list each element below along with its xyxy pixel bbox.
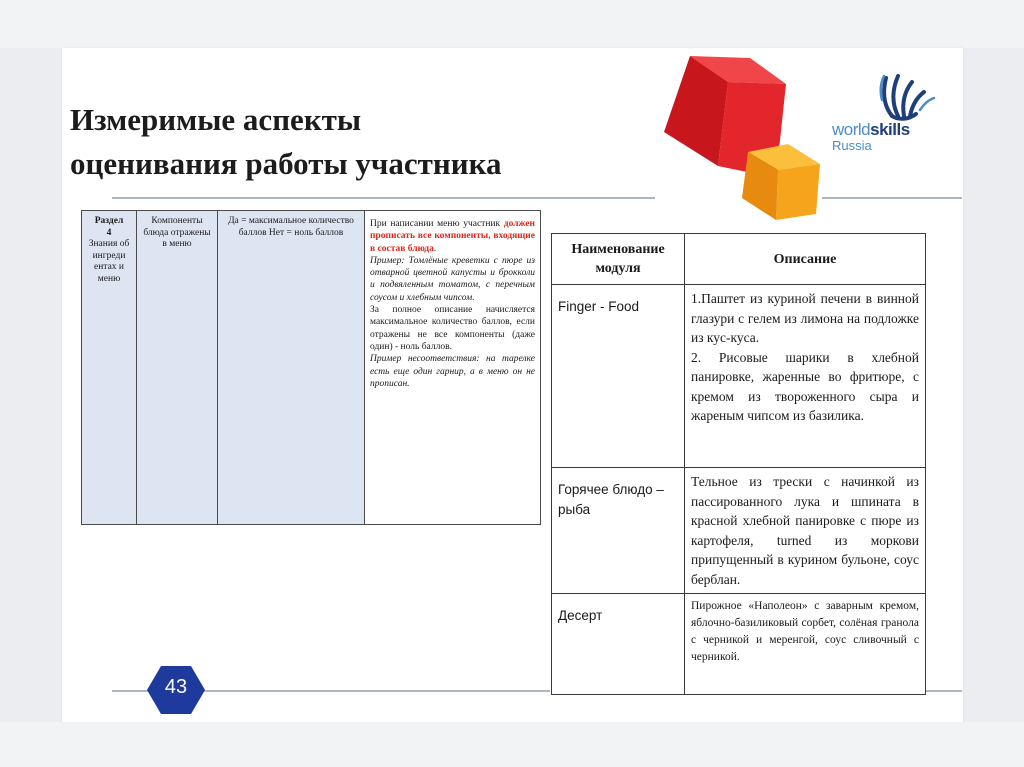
criteria-intro-highlight: должен прописать все компоненты, входящие в состав блюда (370, 219, 535, 254)
title-divider (112, 197, 655, 199)
criteria-section-text: Знания об ингреди ентах и меню (88, 239, 130, 284)
criteria-intro-end: . (433, 243, 437, 254)
top-frame (0, 0, 1024, 48)
logo-hand-icon (832, 70, 942, 122)
slide-title (70, 98, 502, 186)
module-name: Десерт (552, 594, 685, 695)
logo-skills-text: skills (870, 120, 910, 139)
worldskills-logo (832, 70, 942, 160)
criteria-intro-text: При написании меню участник (370, 219, 504, 229)
criteria-description-cell (365, 211, 541, 525)
orange-cube (742, 144, 820, 220)
footer-divider-left (112, 690, 148, 692)
modules-header-name: Наименование модуля (552, 234, 685, 285)
criteria-table (81, 210, 541, 525)
criteria-rule: За полное описание начисляется максимальное количество баллов, если отражены не все компоненты (даже один) - ноль баллов. (370, 305, 535, 352)
module-row (552, 468, 926, 594)
criteria-mismatch-example: Пример несоответствия: на тарелке есть еще один гарнир, а в меню он не прописан. (370, 354, 535, 389)
slide-title-line-2: оценивания работы участника (70, 146, 502, 181)
module-name: Finger - Food (552, 285, 685, 468)
module-description: 1.Паштет из куриной печени в винной глазури с гелем из лимона на подложке из кус-куса. 2. Рисовые шарики в хлебной панировке, жаренные во фритюре, с кремом из твороженного сыра и жареным чипсом из базилика. (685, 285, 926, 468)
modules-header-description: Описание (685, 234, 926, 285)
criteria-intro (370, 218, 535, 255)
logo-country: Russia (832, 138, 872, 153)
bottom-frame (0, 722, 1024, 767)
logo-wordmark (832, 120, 910, 140)
slide-title-line-1: Измеримые аспекты (70, 102, 362, 137)
module-row (552, 285, 926, 468)
modules-table (551, 233, 926, 695)
footer-divider-right (204, 690, 550, 692)
modules-header-row (552, 234, 926, 285)
module-description: Пирожное «Наполеон» с заварным кремом, яблочно-базиликовый сорбет, солёная гранола с черникой и меренгой, соус сливочный с черникой. (685, 594, 926, 695)
cubes-decoration (658, 52, 838, 222)
module-description: Тельное из трески с начинкой из пассированного лука и шпината в красной хлебной панировке с пюре из картофеля, turned из моркови припущенный в курином бульоне, соус берблан. (685, 468, 926, 594)
criteria-section-cell (82, 211, 137, 525)
criteria-example: Пример: Томлёные креветки с пюре из отварной цветной капусты и брокколи и подвяленным томатом, с перечным соусом и хлебным чипсом. (370, 255, 535, 303)
criteria-scoring-cell: Да = максимальное количество баллов Нет = ноль баллов (218, 211, 365, 525)
criteria-component-cell: Компоненты блюда отражены в меню (137, 211, 218, 525)
page-number: 43 (164, 676, 188, 698)
footer-divider-far-right (926, 690, 962, 692)
title-divider-right (822, 197, 962, 199)
criteria-section-label: Раздел (94, 216, 124, 226)
module-name: Горячее блюдо – рыба (552, 468, 685, 594)
criteria-row (82, 211, 541, 525)
module-row (552, 594, 926, 695)
criteria-section-number: 4 (106, 227, 112, 238)
logo-world-text: world (832, 120, 871, 139)
